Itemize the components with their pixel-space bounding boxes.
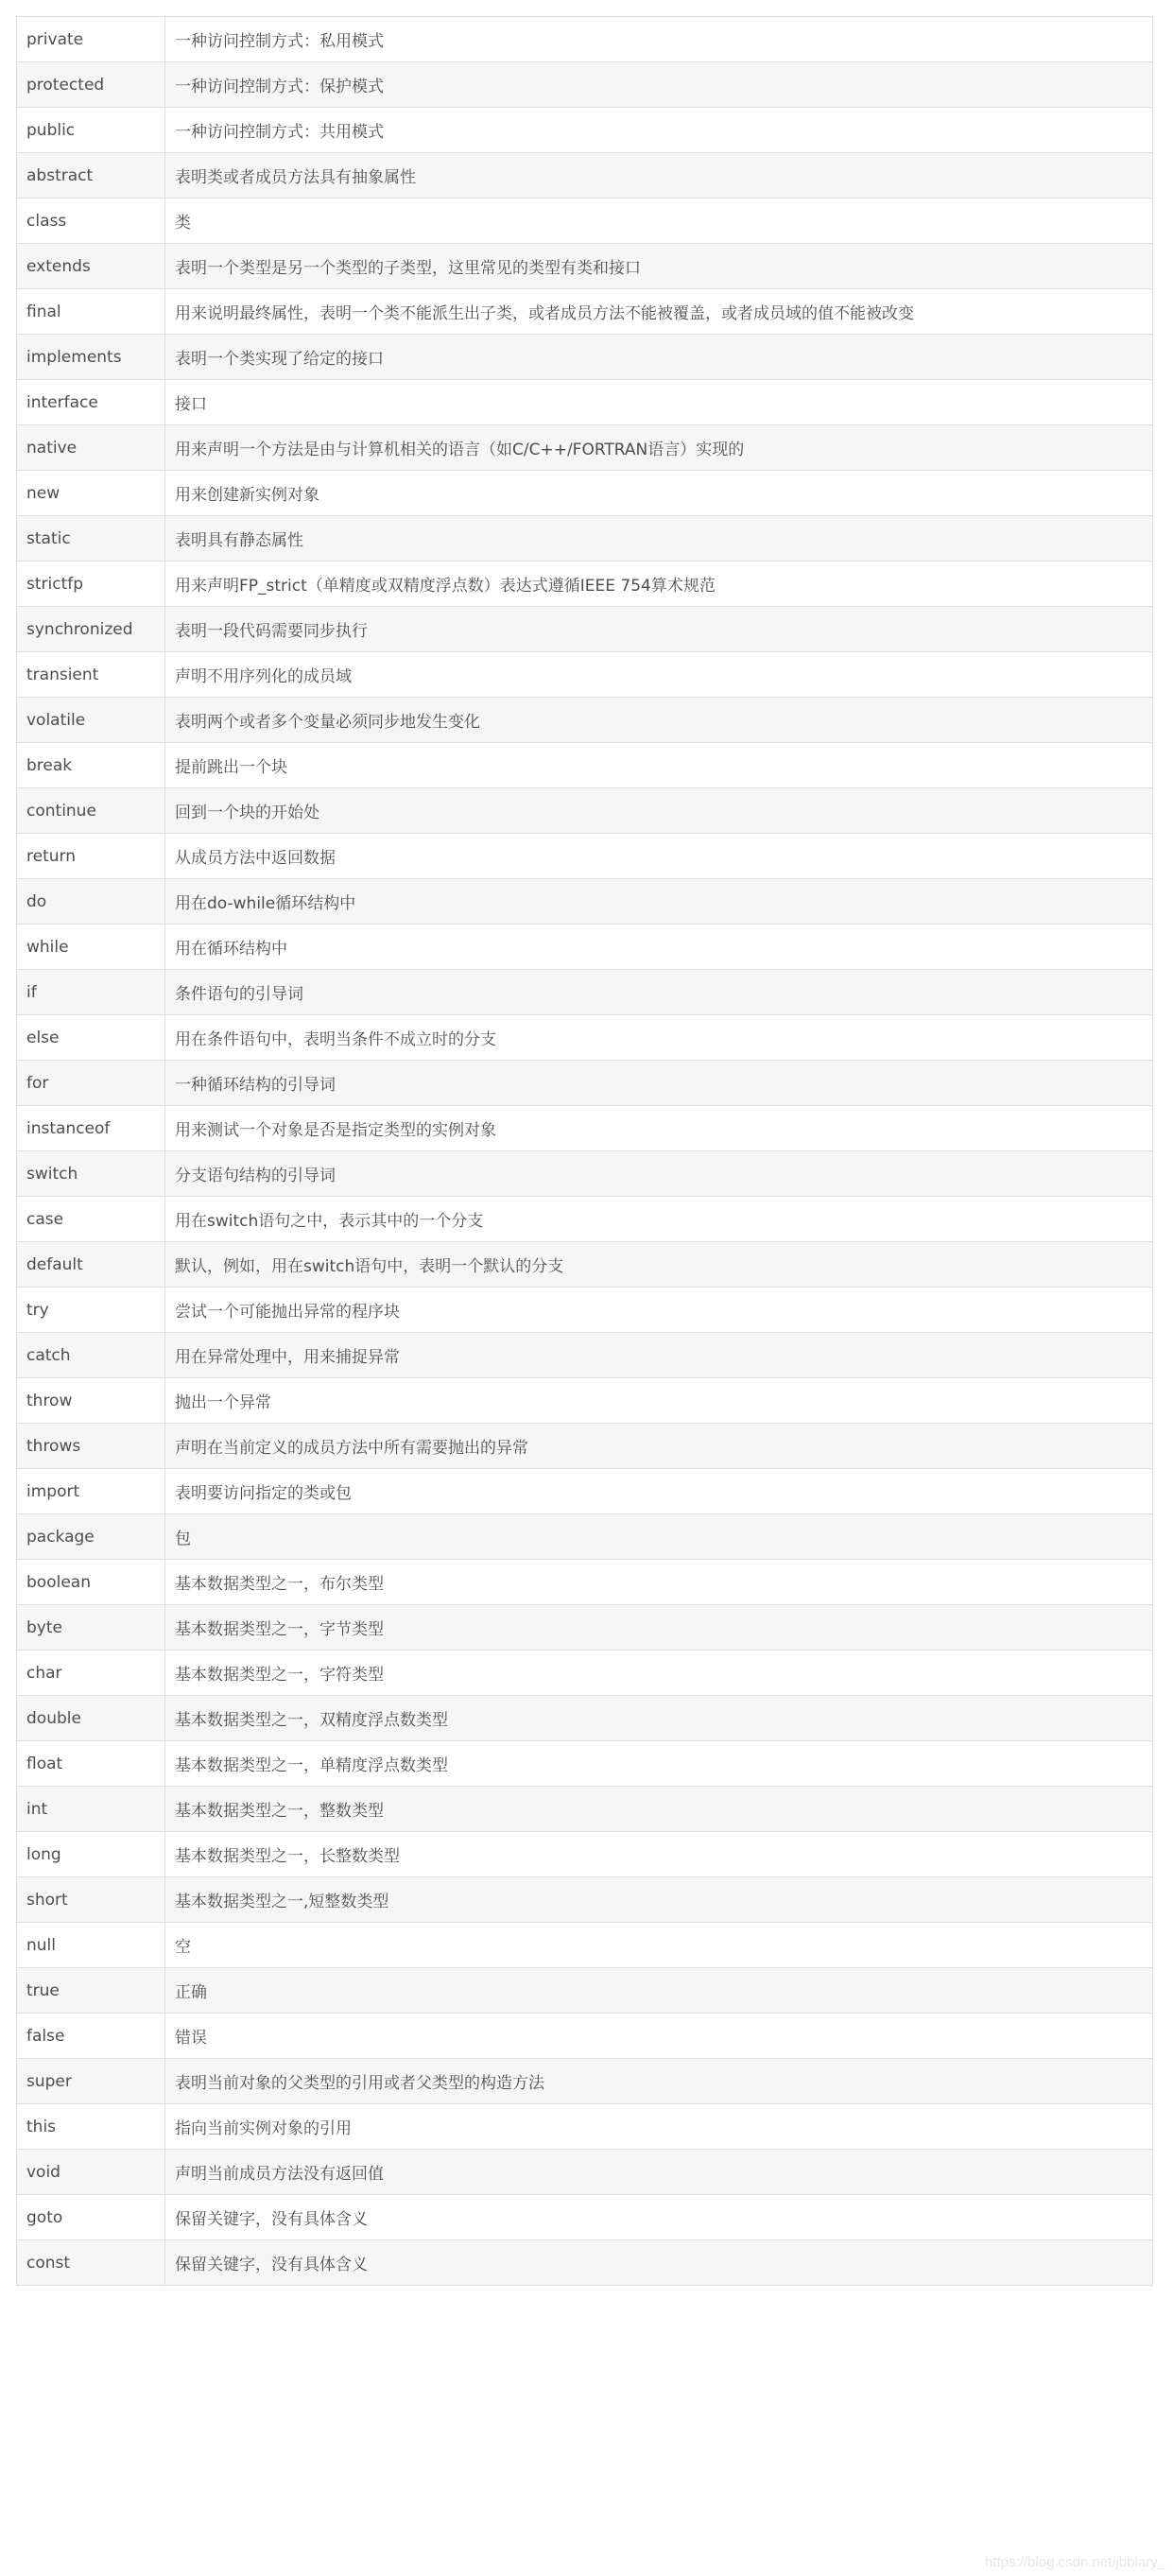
description-cell: 基本数据类型之一，字符类型 — [165, 1651, 1153, 1696]
table-row — [17, 380, 1153, 425]
description-cell: 默认，例如，用在switch语句中，表明一个默认的分支 — [165, 1242, 1153, 1288]
table-row — [17, 1333, 1153, 1378]
keyword-cell: protected — [17, 62, 165, 108]
table-row — [17, 335, 1153, 380]
table-row — [17, 1560, 1153, 1605]
description-cell: 保留关键字，没有具体含义 — [165, 2195, 1153, 2240]
table-row — [17, 970, 1153, 1015]
description-cell: 指向当前实例对象的引用 — [165, 2104, 1153, 2150]
keyword-cell: while — [17, 925, 165, 970]
table-row — [17, 2014, 1153, 2059]
keyword-cell: throws — [17, 1424, 165, 1469]
table-row — [17, 471, 1153, 516]
description-cell: 基本数据类型之一，单精度浮点数类型 — [165, 1741, 1153, 1787]
table-row — [17, 1923, 1153, 1968]
keyword-cell: static — [17, 516, 165, 562]
table-row — [17, 17, 1153, 62]
table-row — [17, 562, 1153, 607]
table-row — [17, 1968, 1153, 2014]
keyword-cell: switch — [17, 1151, 165, 1197]
description-cell: 用来测试一个对象是否是指定类型的实例对象 — [165, 1106, 1153, 1151]
description-cell: 一种访问控制方式：保护模式 — [165, 62, 1153, 108]
keyword-cell: transient — [17, 652, 165, 698]
table-row — [17, 1832, 1153, 1877]
table-row — [17, 1015, 1153, 1061]
description-cell: 包 — [165, 1514, 1153, 1560]
keyword-cell: char — [17, 1651, 165, 1696]
table-row — [17, 1469, 1153, 1514]
description-cell: 用来创建新实例对象 — [165, 471, 1153, 516]
keyword-cell: interface — [17, 380, 165, 425]
description-cell: 表明具有静态属性 — [165, 516, 1153, 562]
table-row — [17, 1106, 1153, 1151]
table-row — [17, 1242, 1153, 1288]
keyword-cell: class — [17, 199, 165, 244]
table-row — [17, 834, 1153, 879]
keyword-cell: private — [17, 17, 165, 62]
keyword-cell: null — [17, 1923, 165, 1968]
description-cell: 用在异常处理中，用来捕捉异常 — [165, 1333, 1153, 1378]
keyword-cell: goto — [17, 2195, 165, 2240]
description-cell: 尝试一个可能抛出异常的程序块 — [165, 1288, 1153, 1333]
description-cell: 用在条件语句中，表明当条件不成立时的分支 — [165, 1015, 1153, 1061]
keyword-cell: catch — [17, 1333, 165, 1378]
keyword-table — [16, 16, 1153, 2286]
table-row — [17, 153, 1153, 199]
table-row — [17, 199, 1153, 244]
description-cell: 基本数据类型之一,短整数类型 — [165, 1877, 1153, 1923]
description-cell: 用来声明FP_strict（单精度或双精度浮点数）表达式遵循IEEE 754算术规范 — [165, 562, 1153, 607]
description-cell: 基本数据类型之一，长整数类型 — [165, 1832, 1153, 1877]
description-cell: 表明一个类型是另一个类型的子类型，这里常见的类型有类和接口 — [165, 244, 1153, 289]
description-cell: 声明当前成员方法没有返回值 — [165, 2150, 1153, 2195]
description-cell: 类 — [165, 199, 1153, 244]
description-cell: 条件语句的引导词 — [165, 970, 1153, 1015]
keyword-cell: super — [17, 2059, 165, 2104]
description-cell: 表明要访问指定的类或包 — [165, 1469, 1153, 1514]
description-cell: 从成员方法中返回数据 — [165, 834, 1153, 879]
table-row — [17, 1197, 1153, 1242]
table-row — [17, 108, 1153, 153]
description-cell: 提前跳出一个块 — [165, 743, 1153, 788]
watermark: https://blog.csdn.net/jbblary_ — [985, 2554, 1165, 2570]
keyword-cell: final — [17, 289, 165, 335]
table-row — [17, 788, 1153, 834]
keyword-cell: float — [17, 1741, 165, 1787]
description-cell: 一种访问控制方式：共用模式 — [165, 108, 1153, 153]
description-cell: 基本数据类型之一，字节类型 — [165, 1605, 1153, 1651]
keyword-cell: break — [17, 743, 165, 788]
keyword-cell: boolean — [17, 1560, 165, 1605]
keyword-cell: return — [17, 834, 165, 879]
table-row — [17, 879, 1153, 925]
table-row — [17, 2195, 1153, 2240]
keyword-cell: extends — [17, 244, 165, 289]
description-cell: 基本数据类型之一，整数类型 — [165, 1787, 1153, 1832]
table-row — [17, 743, 1153, 788]
keyword-cell: case — [17, 1197, 165, 1242]
table-row — [17, 62, 1153, 108]
keyword-cell: continue — [17, 788, 165, 834]
table-row — [17, 1605, 1153, 1651]
table-row — [17, 1877, 1153, 1923]
keyword-cell: false — [17, 2014, 165, 2059]
description-cell: 表明两个或者多个变量必须同步地发生变化 — [165, 698, 1153, 743]
description-cell: 回到一个块的开始处 — [165, 788, 1153, 834]
description-cell: 正确 — [165, 1968, 1153, 2014]
description-cell: 表明当前对象的父类型的引用或者父类型的构造方法 — [165, 2059, 1153, 2104]
keyword-cell: else — [17, 1015, 165, 1061]
keyword-cell: do — [17, 879, 165, 925]
keyword-cell: public — [17, 108, 165, 153]
keyword-cell: instanceof — [17, 1106, 165, 1151]
description-cell: 基本数据类型之一，双精度浮点数类型 — [165, 1696, 1153, 1741]
keyword-cell: void — [17, 2150, 165, 2195]
keyword-cell: abstract — [17, 153, 165, 199]
table-row — [17, 1288, 1153, 1333]
keyword-cell: throw — [17, 1378, 165, 1424]
table-row — [17, 2104, 1153, 2150]
table-row — [17, 925, 1153, 970]
table-row — [17, 2059, 1153, 2104]
keyword-cell: for — [17, 1061, 165, 1106]
keyword-cell: int — [17, 1787, 165, 1832]
table-row — [17, 1424, 1153, 1469]
table-row — [17, 1378, 1153, 1424]
table-row — [17, 1787, 1153, 1832]
description-cell: 一种访问控制方式：私用模式 — [165, 17, 1153, 62]
description-cell: 声明不用序列化的成员域 — [165, 652, 1153, 698]
table-row — [17, 1651, 1153, 1696]
keyword-cell: default — [17, 1242, 165, 1288]
keyword-cell: native — [17, 425, 165, 471]
description-cell: 表明一个类实现了给定的接口 — [165, 335, 1153, 380]
table-row — [17, 1514, 1153, 1560]
description-cell: 错误 — [165, 2014, 1153, 2059]
keyword-cell: synchronized — [17, 607, 165, 652]
table-row — [17, 698, 1153, 743]
keyword-cell: strictfp — [17, 562, 165, 607]
keyword-cell: new — [17, 471, 165, 516]
table-row — [17, 1151, 1153, 1197]
table-row — [17, 1741, 1153, 1787]
table-row — [17, 2150, 1153, 2195]
description-cell: 用来声明一个方法是由与计算机相关的语言（如C/C++/FORTRAN语言）实现的 — [165, 425, 1153, 471]
description-cell: 接口 — [165, 380, 1153, 425]
description-cell: 声明在当前定义的成员方法中所有需要抛出的异常 — [165, 1424, 1153, 1469]
keyword-cell: if — [17, 970, 165, 1015]
keyword-cell: byte — [17, 1605, 165, 1651]
description-cell: 用在do-while循环结构中 — [165, 879, 1153, 925]
keyword-cell: const — [17, 2240, 165, 2286]
table-row — [17, 607, 1153, 652]
keyword-table-body — [17, 17, 1153, 2286]
description-cell: 分支语句结构的引导词 — [165, 1151, 1153, 1197]
table-row — [17, 1696, 1153, 1741]
description-cell: 基本数据类型之一，布尔类型 — [165, 1560, 1153, 1605]
keyword-cell: try — [17, 1288, 165, 1333]
keyword-cell: double — [17, 1696, 165, 1741]
description-cell: 一种循环结构的引导词 — [165, 1061, 1153, 1106]
description-cell: 保留关键字，没有具体含义 — [165, 2240, 1153, 2286]
description-cell: 表明一段代码需要同步执行 — [165, 607, 1153, 652]
table-row — [17, 652, 1153, 698]
table-row — [17, 289, 1153, 335]
keyword-cell: this — [17, 2104, 165, 2150]
keyword-cell: short — [17, 1877, 165, 1923]
table-row — [17, 1061, 1153, 1106]
description-cell: 用在switch语句之中，表示其中的一个分支 — [165, 1197, 1153, 1242]
description-cell: 用来说明最终属性，表明一个类不能派生出子类，或者成员方法不能被覆盖，或者成员域的值不能被改变 — [165, 289, 1153, 335]
keyword-cell: long — [17, 1832, 165, 1877]
keyword-cell: volatile — [17, 698, 165, 743]
description-cell: 表明类或者成员方法具有抽象属性 — [165, 153, 1153, 199]
table-row — [17, 244, 1153, 289]
keyword-cell: implements — [17, 335, 165, 380]
keyword-cell: import — [17, 1469, 165, 1514]
table-row — [17, 425, 1153, 471]
table-row — [17, 516, 1153, 562]
description-cell: 抛出一个异常 — [165, 1378, 1153, 1424]
keyword-cell: package — [17, 1514, 165, 1560]
description-cell: 空 — [165, 1923, 1153, 1968]
keyword-cell: true — [17, 1968, 165, 2014]
table-row — [17, 2240, 1153, 2286]
description-cell: 用在循环结构中 — [165, 925, 1153, 970]
